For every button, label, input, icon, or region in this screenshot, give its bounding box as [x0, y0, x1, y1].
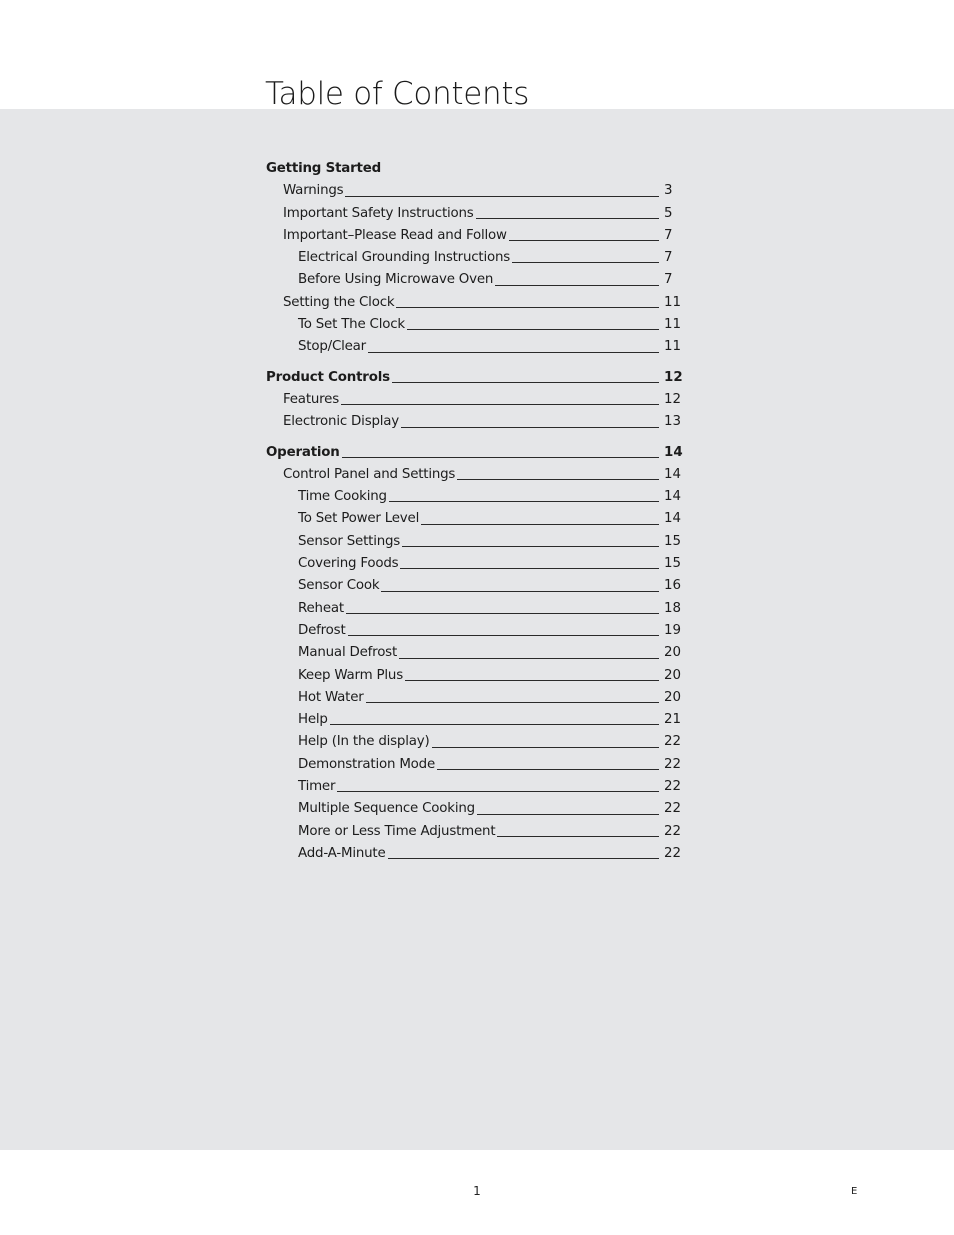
toc-entry-page: 7 — [664, 272, 673, 288]
toc-leader-line — [366, 702, 659, 703]
toc-entry[interactable] — [266, 687, 682, 709]
toc-entry[interactable] — [266, 553, 682, 575]
toc-leader-line — [497, 836, 659, 837]
toc-entry[interactable] — [266, 665, 682, 687]
toc-entry[interactable] — [266, 843, 682, 865]
toc-entry-label: Sensor Settings — [298, 533, 401, 549]
toc-leader-line — [368, 352, 659, 353]
toc-leader-line — [432, 747, 659, 748]
toc-leader-line — [476, 218, 659, 219]
toc-entry-label: Timer — [298, 779, 336, 795]
toc-entry[interactable] — [266, 225, 682, 247]
toc-entry-label: Electronic Display — [283, 414, 400, 430]
toc-leader-line — [405, 680, 659, 681]
toc-leader-line — [348, 635, 660, 636]
page-title: Table of Contents — [265, 76, 530, 112]
toc-entry[interactable] — [266, 620, 682, 642]
toc-entry[interactable] — [266, 598, 682, 620]
toc-entry-label: Reheat — [298, 600, 344, 616]
toc-entry-label: Operation — [266, 444, 340, 460]
toc-entry-page: 22 — [664, 845, 682, 861]
toc-entry-label: Manual Defrost — [298, 645, 398, 661]
toc-entry-page: 15 — [664, 533, 682, 549]
toc-entry[interactable] — [266, 336, 682, 358]
toc-entry-page: 14 — [664, 489, 682, 505]
toc-entry-label: Add-A-Minute — [298, 845, 386, 861]
toc-leader-line — [337, 791, 659, 792]
toc-entry-label: More or Less Time Adjustment — [298, 823, 496, 839]
toc-entry[interactable] — [266, 754, 682, 776]
toc-entry-label: To Set Power Level — [298, 511, 420, 527]
toc-entry-page: 14 — [664, 466, 682, 482]
language-mark: E — [851, 1186, 858, 1197]
toc-entry[interactable] — [266, 508, 682, 530]
toc-entry-page: 22 — [664, 823, 682, 839]
toc-entry[interactable] — [266, 531, 682, 553]
toc-leader-line — [392, 382, 659, 383]
toc-entry-label: To Set The Clock — [298, 317, 405, 333]
toc-entry[interactable] — [266, 486, 682, 508]
toc-entry-label: Defrost — [298, 622, 346, 638]
toc-entry[interactable] — [266, 821, 682, 843]
toc-entry-page: 20 — [664, 667, 682, 683]
toc-entry-page: 7 — [664, 227, 673, 243]
toc-entry[interactable] — [266, 389, 682, 411]
toc-entry-label: Warnings — [283, 183, 344, 199]
toc-entry[interactable] — [266, 314, 682, 336]
toc-entry-label: Multiple Sequence Cooking — [298, 801, 475, 817]
toc-entry-label: Help — [298, 712, 328, 728]
toc-entry-label: Help (In the display) — [298, 734, 430, 750]
toc-leader-line — [381, 591, 659, 592]
toc-leader-line — [407, 329, 659, 330]
toc-entry-page: 15 — [664, 556, 682, 572]
toc-entry-page: 19 — [664, 622, 682, 638]
toc-leader-line — [341, 404, 659, 405]
toc-entry[interactable] — [266, 798, 682, 820]
toc-entry-page: 12 — [664, 369, 683, 385]
toc-entry[interactable] — [266, 180, 682, 202]
toc-leader-line — [401, 427, 659, 428]
toc-entry-page: 11 — [664, 317, 682, 333]
toc-entry[interactable] — [266, 247, 682, 269]
toc-entry-page: 21 — [664, 712, 682, 728]
toc-leader-line — [495, 285, 659, 286]
toc-entry-page: 22 — [664, 801, 682, 817]
toc-leader-line — [437, 769, 659, 770]
toc-leader-line — [400, 568, 659, 569]
toc-leader-line — [342, 457, 659, 458]
toc-entry-page: 22 — [664, 734, 682, 750]
toc-entry-label: Important–Please Read and Follow — [283, 227, 507, 243]
toc-entry[interactable] — [266, 731, 682, 753]
toc-entry-page: 3 — [664, 183, 673, 199]
toc-entry-label: Covering Foods — [298, 556, 399, 572]
toc-entry-page: 13 — [664, 414, 682, 430]
toc-leader-line — [399, 658, 659, 659]
toc-entry-page: 20 — [664, 645, 682, 661]
table-of-contents — [266, 158, 682, 865]
toc-entry[interactable] — [266, 642, 682, 664]
toc-entry-page: 12 — [664, 391, 682, 407]
toc-entry-label: Electrical Grounding Instructions — [298, 250, 511, 266]
toc-entry-page: 5 — [664, 205, 673, 221]
toc-entry[interactable] — [266, 464, 682, 486]
toc-entry-page: 22 — [664, 756, 682, 772]
toc-section-heading[interactable] — [266, 158, 682, 180]
toc-entry-page: 22 — [664, 779, 682, 795]
toc-leader-line — [346, 613, 659, 614]
toc-entry[interactable] — [266, 269, 682, 291]
toc-entry-label: Control Panel and Settings — [283, 466, 456, 482]
toc-entry[interactable] — [266, 203, 682, 225]
toc-entry[interactable] — [266, 575, 682, 597]
toc-entry[interactable] — [266, 776, 682, 798]
toc-leader-line — [402, 546, 659, 547]
toc-entry-label: Demonstration Mode — [298, 756, 436, 772]
toc-entry-page: 18 — [664, 600, 682, 616]
toc-section-heading[interactable] — [266, 367, 682, 389]
toc-entry-label: Getting Started — [266, 161, 381, 176]
toc-entry-page: 20 — [664, 689, 682, 705]
toc-leader-line — [345, 196, 659, 197]
toc-entry-label: Time Cooking — [298, 489, 387, 505]
toc-leader-line — [477, 814, 659, 815]
toc-entry-label: Before Using Microwave Oven — [298, 272, 494, 288]
toc-entry-label: Features — [283, 391, 339, 407]
toc-entry-label: Sensor Cook — [298, 578, 380, 594]
toc-entry-page: 16 — [664, 578, 682, 594]
toc-entry-page: 11 — [664, 339, 682, 355]
toc-leader-line — [330, 724, 659, 725]
toc-entry-page: 14 — [664, 444, 683, 460]
toc-entry-label: Setting the Clock — [283, 294, 395, 310]
toc-leader-line — [457, 479, 659, 480]
toc-entry-label: Keep Warm Plus — [298, 667, 403, 683]
toc-leader-line — [396, 307, 659, 308]
toc-leader-line — [421, 524, 659, 525]
toc-entry[interactable] — [266, 709, 682, 731]
toc-entry-page: 14 — [664, 511, 682, 527]
toc-entry-label: Important Safety Instructions — [283, 205, 474, 221]
page-number: 1 — [473, 1184, 481, 1198]
toc-leader-line — [388, 858, 660, 859]
toc-section-heading[interactable] — [266, 442, 682, 464]
toc-entry[interactable] — [266, 411, 682, 433]
toc-entry-label: Product Controls — [266, 369, 390, 385]
toc-entry-page: 11 — [664, 294, 682, 310]
toc-entry[interactable] — [266, 292, 682, 314]
toc-entry-label: Stop/Clear — [298, 339, 366, 355]
toc-leader-line — [509, 240, 659, 241]
toc-entry-page: 7 — [664, 250, 673, 266]
toc-entry-label: Hot Water — [298, 689, 364, 705]
toc-leader-line — [389, 501, 659, 502]
toc-leader-line — [512, 262, 659, 263]
